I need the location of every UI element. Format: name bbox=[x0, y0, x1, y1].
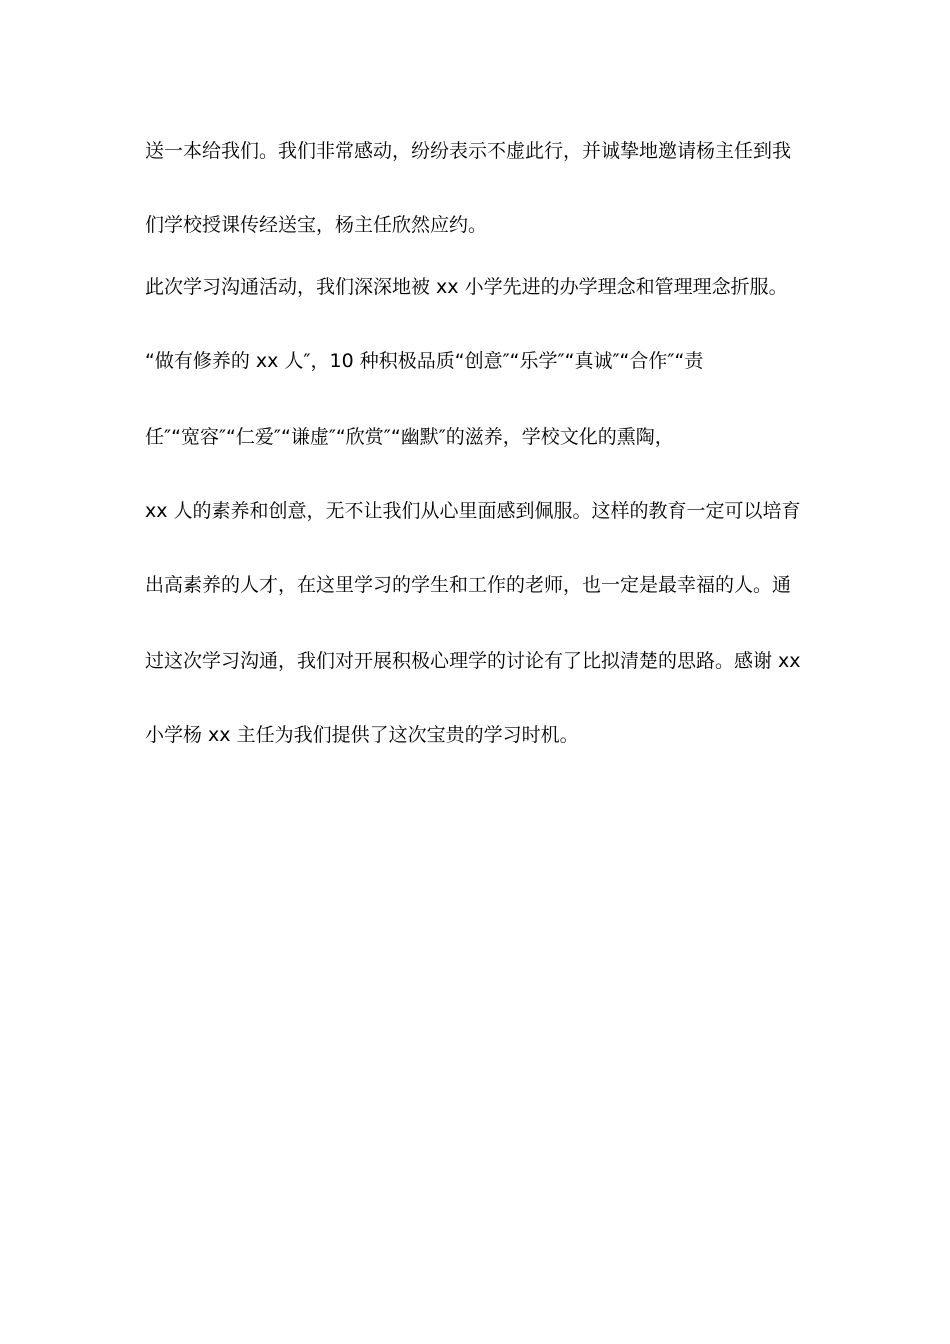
text-line-8: 过这次学习沟通，我们对开展积极心理学的讨论有了比拟清楚的思路。感谢 xx bbox=[145, 650, 801, 672]
text-line-3: 此次学习沟通活动，我们深深地被 xx 小学先进的办学理念和管理理念折服。 bbox=[145, 276, 788, 298]
text-line-2: 们学校授课传经送宝，杨主任欣然应约。 bbox=[145, 214, 488, 236]
text-line-5: 任″“宽容″“仁爱″“谦虚″“欣赏″“幽默″的滋养，学校文化的熏陶， bbox=[145, 426, 674, 448]
text-line-9: 小学杨 xx 主任为我们提供了这次宝贵的学习时机。 bbox=[145, 724, 579, 746]
text-line-7: 出高素养的人才，在这里学习的学生和工作的老师，也一定是最幸福的人。通 bbox=[145, 574, 792, 596]
text-line-6: xx 人的素养和创意，无不让我们从心里面感到佩服。这样的教育一定可以培育 bbox=[145, 500, 801, 522]
text-line-4: “做有修养的 xx 人″，10 种积极品质“创意″“乐学″“真诚″“合作″“责 bbox=[145, 350, 704, 372]
text-line-1: 送一本给我们。我们非常感动，纷纷表示不虚此行，并诚挚地邀请杨主任到我 bbox=[145, 140, 792, 162]
